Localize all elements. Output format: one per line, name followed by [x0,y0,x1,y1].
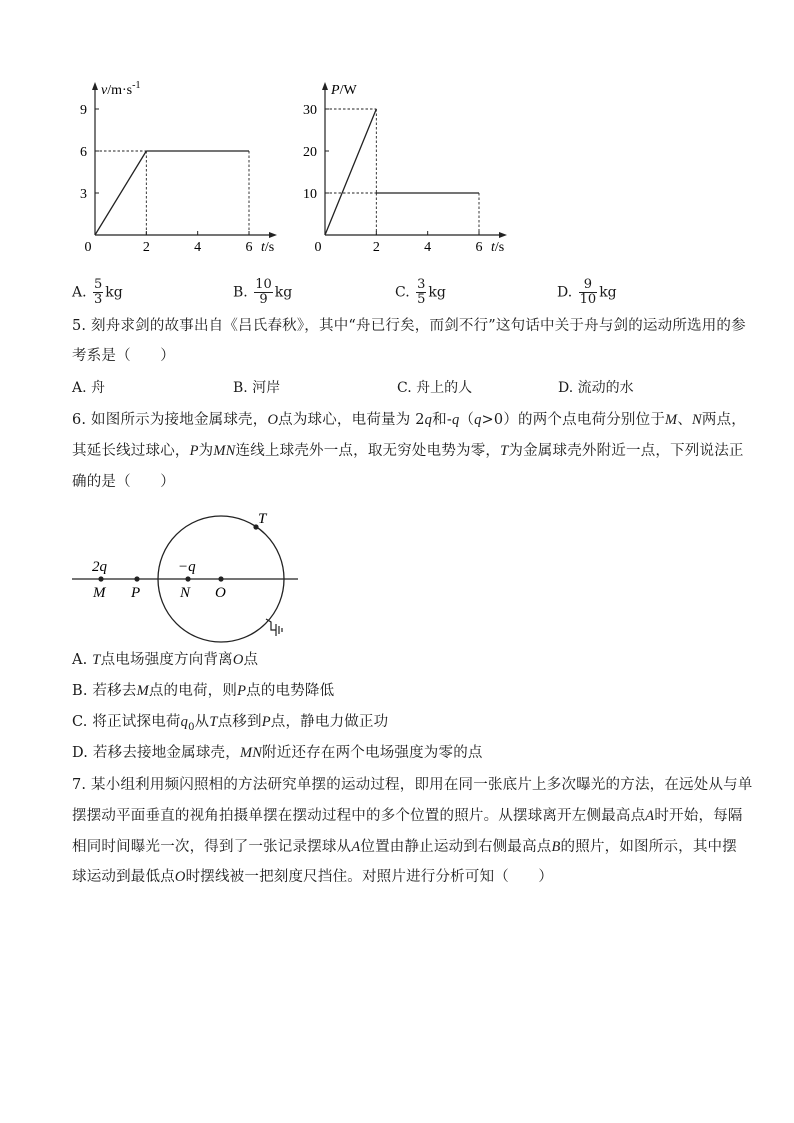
series-segment [325,109,376,235]
q6-stem-line2: 其延长线过球心，P为MN连线上球壳外一点，取无穷处电势为零，T为金属球壳外附近一点，下列说法正 [72,443,744,459]
x-tick-label: 6 [245,240,253,255]
q6-option-b[interactable]: B. 若移去M点的电荷，则P点的电势降低 [72,683,335,699]
label-o: O [215,585,226,601]
q4-option-a[interactable]: A. $\frac{5}{3}$ kg [72,277,123,307]
x-axis-arrow [269,232,277,238]
fraction: $\frac{10}{9}$ [255,277,272,307]
q5-option-d[interactable]: D. 流动的水 [558,380,634,396]
label-neg-q: −q [178,559,196,575]
y-tick-label: 9 [80,103,87,118]
y-axis-label-unit: /m·s [107,83,133,98]
ground-symbol [266,619,282,636]
q5-option-c[interactable]: C. 舟上的人 [397,380,473,396]
power-time-chart [290,78,520,258]
y-axis-label-symbol: P [331,83,340,98]
y-axis-arrow [92,82,98,90]
label-p: P [131,585,141,601]
y-axis-label-symbol: v [101,83,108,98]
y-axis-label [330,83,357,98]
x-axis-label-symbol: t [261,240,265,255]
x-tick-label: 4 [194,240,202,255]
grounded-sphere-diagram [66,505,306,645]
label-n: N [180,585,191,601]
q5-option-b[interactable]: B. 河岸 [233,380,281,396]
point-m-dot [98,576,103,581]
point-n-dot [185,576,190,581]
q4-option-b[interactable]: B. $\frac{10}{9}$ kg [233,277,293,307]
x-axis-arrow [499,232,507,238]
x-tick-label: 2 [142,240,150,255]
q5-stem-line2: 考系是（ ） [72,348,175,364]
point-o-dot [218,576,223,581]
x-axis-label-unit: /s [264,240,275,255]
velocity-time-chart [60,78,290,258]
q6-stem-line3: 确的是（ ） [72,474,175,490]
x-axis-label-symbol: t [491,240,495,255]
y-tick-label: 3 [80,187,87,202]
q6-stem-line1: 6. 如图所示为接地金属球壳，O点为球心，电荷量为 2q和-q（q>0）的两个点电荷分别位于M、N两点， [72,412,746,428]
fraction: $\frac{9}{10}$ [579,277,597,307]
y-axis-label [101,80,140,98]
y-tick-label: 10 [303,187,317,202]
fraction: $\frac{5}{3}$ [94,277,103,307]
y-axis-label-unit: /W [339,83,357,98]
q5-option-a[interactable]: A. 舟 [72,380,106,396]
q5-stem-line1: 5. 刻舟求剑的故事出自《吕氏春秋》，其中“舟已行矣，而剑不行”这句话中关于舟与剑的运动所选用的参 [72,318,746,334]
x-axis-label [491,240,504,255]
q6-option-a[interactable]: A. T点电场强度方向背离O点 [72,652,259,668]
y-axis-arrow [322,82,328,90]
x-axis-label [261,240,274,255]
x-tick-label: 2 [372,240,380,255]
y-tick-label: 20 [303,145,317,160]
label-2q: 2q [92,559,107,575]
x-axis-label-unit: /s [494,240,505,255]
origin-label: 0 [314,240,322,255]
q7-stem-line4: 球运动到最低点O时摆线被一把刻度尺挡住。对照片进行分析可知（ ） [72,869,554,885]
label-t: T [258,511,267,527]
q7-stem-line1: 7. 某小组利用频闪照相的方法研究单摆的运动过程，即用在同一张底片上多次曝光的方法，在远处从与单 [72,777,753,793]
fraction: $\frac{3}{5}$ [417,277,426,307]
q6-option-d[interactable]: D. 若移去接地金属球壳，MN附近还存在两个电场强度为零的点 [72,745,483,761]
q7-stem-line2: 摆摆动平面垂直的视角拍摄单摆在摆动过程中的多个位置的照片。从摆球离开左侧最高点A时开始，每隔 [72,808,743,824]
label-m: M [93,585,106,601]
q4-option-c[interactable]: C. $\frac{3}{5}$ kg [395,277,446,307]
q6-option-c[interactable]: C. 将正试探电荷$q_0$从T点移到P点，静电力做正功 [72,714,389,733]
y-axis-label-superscript: -1 [132,80,141,91]
series-segment [95,151,146,235]
x-tick-label: 6 [475,240,483,255]
y-tick-label: 30 [303,103,317,118]
point-p-dot [134,576,139,581]
q7-stem-line3: 相同时间曝光一次，得到了一张记录摆球从A位置由静止运动到右侧最高点B的照片，如图所示，其中摆 [72,839,737,855]
origin-label: 0 [84,240,92,255]
x-tick-label: 4 [424,240,432,255]
q4-option-d[interactable]: D. $\frac{9}{10}$ kg [557,277,617,307]
y-tick-label: 6 [80,145,87,160]
